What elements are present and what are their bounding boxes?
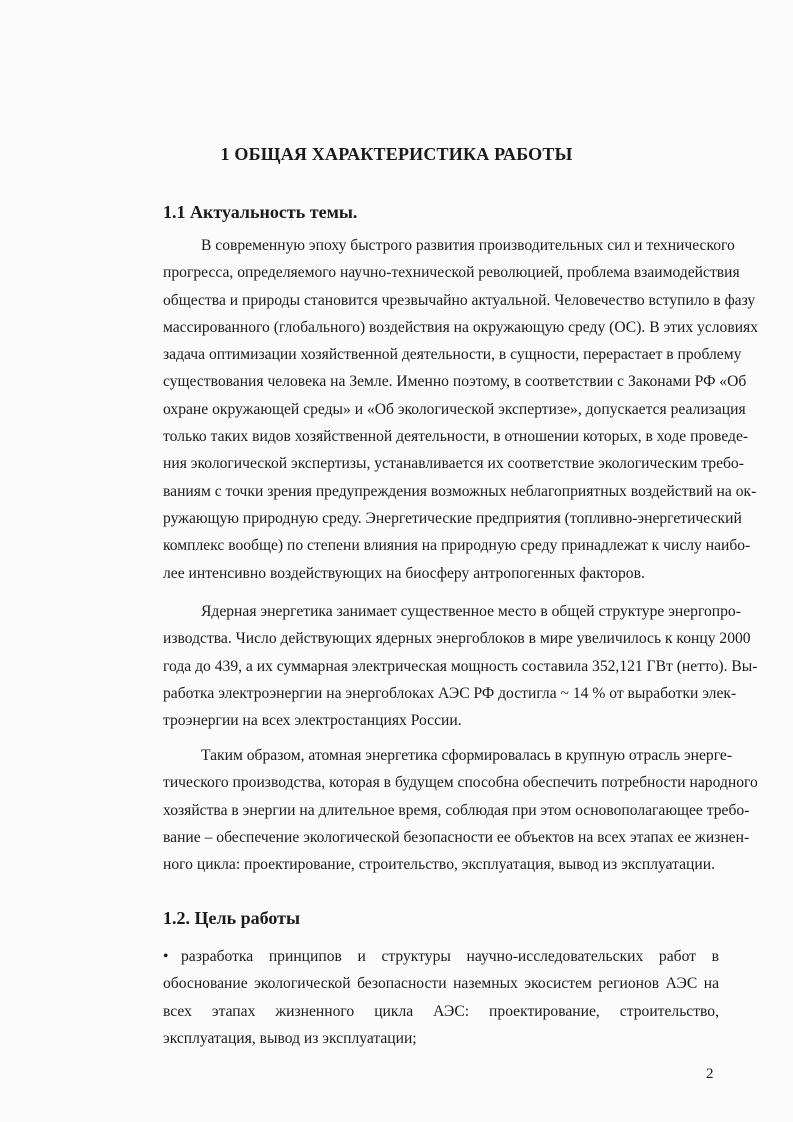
text-line: ваниям с точки зрения предупреждения возможных неблагоприятных воздействий на ок-: [163, 482, 757, 500]
text-line: изводства. Число действующих ядерных энергоблоков в мире увеличилось к концу 2000: [163, 630, 751, 648]
text-line: общества и природы становится чрезвычайно актуальной. Человечество вступило в фазу: [163, 291, 756, 309]
text-line: тического производства, которая в будущем способна обеспечить потребности народного: [163, 774, 758, 792]
text-line: хозяйства в энергии на длительное время, соблюдая при этом основополагающее требо-: [163, 801, 750, 819]
paragraph-relevance-2: [163, 598, 758, 734]
text-line: ния экологической экспертизы, устанавливается их соответствие экологическим требо-: [163, 455, 744, 473]
text-line: только таких видов хозяйственной деятельности, в отношении которых, в ходе проведе-: [163, 428, 749, 446]
paragraph-relevance-1: [163, 232, 759, 587]
text-line: существования человека на Земле. Именно поэтому, в соответствии с Законами РФ «Об: [163, 373, 747, 391]
bullet-icon: •: [163, 948, 169, 965]
page-title: 1 ОБЩАЯ ХАРАКТЕРИСТИКА РАБОТЫ: [220, 144, 573, 164]
text-line: года до 439, а их суммарная электрическая мощность составила 352,121 ГВт (нетто). Вы-: [163, 657, 758, 675]
text-line: ружающую природную среду. Энергетические предприятия (топливно-энергетический: [163, 509, 742, 527]
text-line: задача оптимизации хозяйственной деятельности, в сущности, перерастает в проблему: [163, 346, 742, 364]
section-heading-relevance: 1.1 Актуальность темы.: [163, 202, 358, 222]
section-heading-goal: 1.2. Цель работы: [163, 908, 301, 928]
text-line: Ядерная энергетика занимает существенное место в общей структуре энергопро-: [201, 603, 741, 620]
text-line: массированного (глобального) воздействия на окружающую среду (ОС). В этих условиях: [163, 318, 759, 336]
text-line: комплекс вообще) по степени влияния на природную среду принадлежат к числу наибо-: [163, 537, 751, 555]
text-line: разработка принципов и структуры научно-исследовательских работ в: [181, 948, 719, 965]
text-line: В современную эпоху быстрого развития производительных сил и технического: [201, 237, 735, 254]
text-line: вание – обеспечение экологической безопасности ее объектов на всех этапах ее жизнен-: [163, 828, 750, 846]
text-line: троэнергии на всех электростанциях России.: [163, 712, 462, 730]
text-line: обоснование экологической безопасности наземных экосистем регионов АЭС на: [163, 975, 719, 993]
paragraph-relevance-3: [163, 742, 758, 878]
text-line: ного цикла: проектирование, строительство, эксплуатация, вывод из эксплуатации.: [163, 856, 715, 874]
text-line: всех этапах жизненного цикла АЭС: проектирование, строительство,: [163, 1002, 719, 1020]
text-line: Таким образом, атомная энергетика сформировалась в крупную отрасль энерге-: [201, 747, 733, 764]
text-line: прогресса, определяемого научно-технической революцией, проблема взаимодействия: [163, 264, 740, 282]
text-line: работка электроэнергии на энергоблоках АЭС РФ достигла ~ 14 % от выработки элек-: [163, 684, 737, 702]
text-line: лее интенсивно воздействующих на биосферу антропогенных факторов.: [163, 564, 645, 582]
page-number: 2: [706, 1066, 714, 1082]
text-line: эксплуатация, вывод из эксплуатации;: [163, 1029, 417, 1047]
text-line: охране окружающей среды» и «Об экологической экспертизе», допускается реализация: [163, 400, 746, 418]
list-item: [163, 943, 719, 970]
goal-bullet-list: [163, 943, 719, 1052]
